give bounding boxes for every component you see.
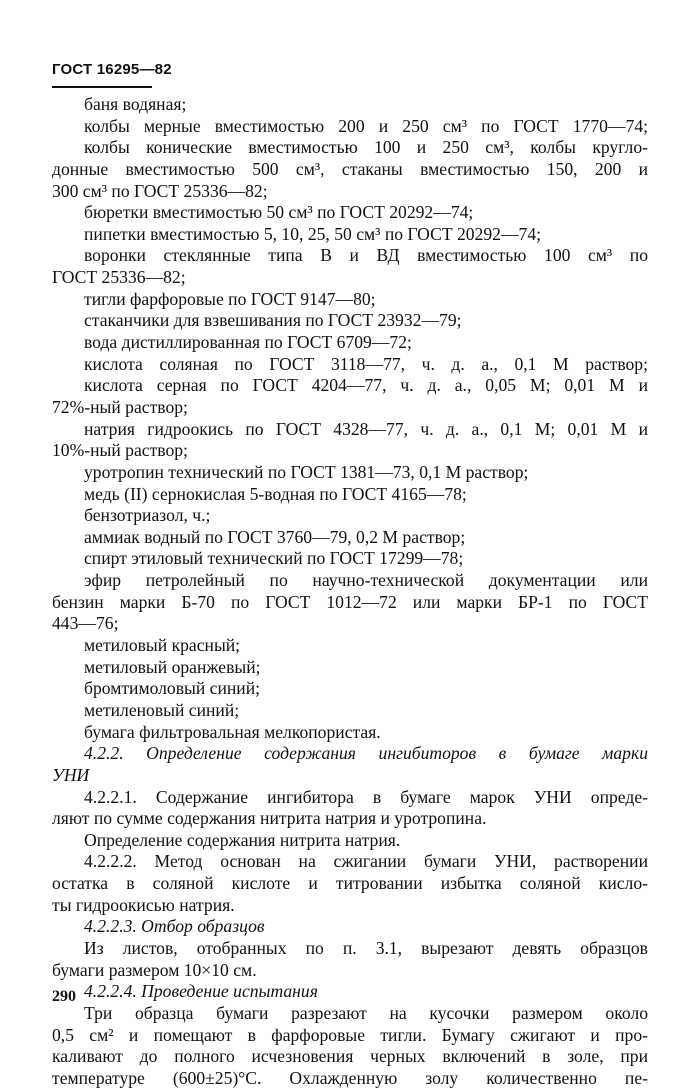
- text-line: каливают до полного исчезновения черных включений в золе, при: [52, 1046, 648, 1067]
- text-line: ты гидроокисью натрия.: [52, 894, 235, 915]
- text-line: бензин марки Б-70 по ГОСТ 1012—72 или марки БР-1 по ГОСТ: [52, 591, 648, 612]
- text-line: температуре (600±25)°C. Охлажденную золу количественно пе-: [52, 1067, 648, 1088]
- body-text: [52, 94, 648, 1089]
- text-line: 300 см³ по ГОСТ 25336—82;: [52, 180, 268, 201]
- running-title: ГОСТ 16295—82: [52, 61, 172, 78]
- text-line: 0,5 см² и помещают в фарфоровые тигли. Бумагу сжигают и про-: [52, 1024, 648, 1045]
- text-line: баня водяная;: [84, 94, 187, 114]
- page-number: 290: [52, 988, 76, 1005]
- text-line: Определение содержания нитрита натрия.: [84, 829, 401, 850]
- text-line: Из листов, отобранных по п. 3.1, вырезают девять образцов: [84, 937, 648, 958]
- text-line: медь (II) сернокислая 5-водная по ГОСТ 4165—78;: [84, 483, 467, 504]
- text-line: бромтимоловый синий;: [84, 678, 261, 699]
- text-line: метиленовый синий;: [84, 699, 240, 720]
- text-line: колбы конические вместимостью 100 и 250 см³, колбы кругло-: [84, 137, 648, 158]
- text-line: остатка в соляной кислоте и титровании избытка соляной кисло-: [52, 873, 648, 894]
- text-line: стаканчики для взвешивания по ГОСТ 23932—79;: [84, 310, 462, 331]
- text-line: бумага фильтровальная мелкопористая.: [84, 721, 381, 742]
- section-heading-4-2-2-3: 4.2.2.3. Отбор образцов: [84, 916, 265, 937]
- header-rule: [52, 86, 152, 88]
- text-line: 10%-ный раствор;: [52, 440, 188, 461]
- text-line: метиловый красный;: [84, 635, 241, 656]
- text-line: 4.2.2.2. Метод основан на сжигании бумаги УНИ, растворении: [84, 851, 648, 872]
- text-line: донные вместимостью 500 см³, стаканы вместимостью 150, 200 и: [52, 158, 648, 179]
- text-line: 72%-ный раствор;: [52, 396, 188, 417]
- text-line: Три образца бумаги разрезают на кусочки размером около: [84, 1002, 648, 1023]
- text-line: метиловый оранжевый;: [84, 656, 261, 677]
- text-line: спирт этиловый технический по ГОСТ 17299—78;: [84, 548, 464, 569]
- text-line: вода дистиллированная по ГОСТ 6709—72;: [84, 332, 412, 353]
- text-line: аммиак водный по ГОСТ 3760—79, 0,2 М раствор;: [84, 526, 466, 547]
- text-line: ляют по сумме содержания нитрита натрия и уротропина.: [52, 808, 487, 829]
- text-line: воронки стеклянные типа В и ВД вместимостью 100 см³ по: [84, 245, 648, 266]
- section-heading-4-2-2: 4.2.2. Определение содержания ингибиторов в бумаге марки: [84, 743, 648, 764]
- section-heading-continuation: УНИ: [52, 764, 90, 785]
- text-line: ГОСТ 25336—82;: [52, 267, 186, 288]
- text-line: пипетки вместимостью 5, 10, 25, 50 см³ по ГОСТ 20292—74;: [84, 223, 542, 244]
- text-line: бумаги размером 10×10 см.: [52, 959, 257, 980]
- text-line: эфир петролейный по научно-технической документации или: [84, 570, 648, 591]
- text-line: колбы мерные вместимостью 200 и 250 см³ по ГОСТ 1770—74;: [84, 115, 648, 136]
- text-line: кислота соляная по ГОСТ 3118—77, ч. д. а., 0,1 М раствор;: [84, 353, 648, 374]
- text-line: натрия гидроокись по ГОСТ 4328—77, ч. д. а., 0,1 М; 0,01 М и: [84, 418, 648, 439]
- text-line: 443—76;: [52, 613, 119, 634]
- text-line: бюретки вместимостью 50 см³ по ГОСТ 20292—74;: [84, 202, 474, 223]
- text-line: 4.2.2.1. Содержание ингибитора в бумаге марок УНИ опреде-: [84, 786, 648, 807]
- text-line: тигли фарфоровые по ГОСТ 9147—80;: [84, 288, 376, 309]
- section-heading-4-2-2-4: 4.2.2.4. Проведение испытания: [84, 981, 318, 1002]
- text-line: уротропин технический по ГОСТ 1381—73, 0,1 М раствор;: [84, 461, 529, 482]
- text-line: кислота серная по ГОСТ 4204—77, ч. д. а., 0,05 М; 0,01 М и: [84, 375, 648, 396]
- text-line: бензотриазол, ч.;: [84, 505, 211, 526]
